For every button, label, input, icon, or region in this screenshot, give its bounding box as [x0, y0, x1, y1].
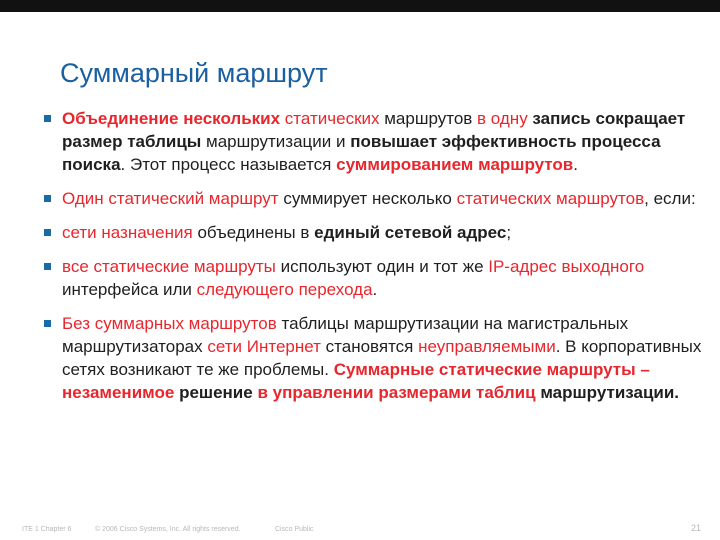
top-band	[0, 0, 720, 12]
footer-copyright: © 2006 Cisco Systems, Inc. All rights reserved.	[95, 526, 241, 533]
bullet-item	[42, 221, 702, 244]
bullet-text-segment: IP-адрес выходного	[488, 257, 645, 276]
bullet-item	[42, 312, 702, 404]
bullet-text-segment: сети назначения	[62, 223, 193, 242]
bullet-text-segment: в управлении размерами таблиц	[252, 383, 541, 402]
bullet-text-segment: маршрутизации.	[540, 383, 680, 402]
bullet-text-segment: Суммарные статические маршруты – незаменимое	[62, 360, 650, 402]
bullet-text-segment: сети Интернет	[207, 337, 321, 356]
bullet-list	[42, 107, 702, 415]
bullet-text-segment: единый сетевой адрес	[314, 223, 507, 242]
bullet-text-segment: используют один и тот же	[275, 257, 489, 276]
bullet-text-segment: в одну	[477, 109, 528, 128]
bullet-text-segment: Объединение нескольких	[62, 109, 285, 128]
bullet-item	[42, 187, 702, 210]
bullet-text-segment: решение	[179, 383, 253, 402]
bullet-text-segment: маршрутов	[379, 109, 478, 128]
page-number: 21	[690, 523, 701, 533]
bullet-text-segment: статических	[284, 109, 380, 128]
bullet-text-segment: все статические маршруты	[62, 257, 276, 276]
bullet-text-segment: суммирует несколько	[278, 189, 457, 208]
bullet-text-segment: маршрутизации и	[201, 132, 351, 151]
bullet-item	[42, 255, 702, 301]
footer-classification: Cisco Public	[275, 526, 314, 533]
bullet-text-segment: суммированием маршрутов	[336, 155, 574, 174]
bullet-text-segment: .	[573, 155, 578, 174]
bullet-text-segment: статических маршрутов	[456, 189, 645, 208]
bullet-text-segment: Один статический маршрут	[62, 189, 279, 208]
bullet-item	[42, 107, 702, 176]
slide-title: Суммарный маршрут	[60, 58, 328, 88]
square-bullet-icon	[44, 229, 51, 236]
bullet-text-segment: следующего перехода	[196, 280, 373, 299]
square-bullet-icon	[44, 195, 51, 202]
bullet-text-segment: .	[372, 280, 378, 299]
bullet-text-segment: повышает эффективность процесса поиска	[62, 132, 661, 174]
bullet-text-segment: интерфейса или	[62, 280, 197, 299]
bullet-text-segment: запись сокращает размер таблицы	[62, 109, 686, 151]
square-bullet-icon	[44, 320, 51, 327]
square-bullet-icon	[44, 263, 51, 270]
bullet-text-segment: таблицы маршрутизации на магистральных маршрутизаторах	[62, 314, 629, 356]
bullet-text-segment: становятся	[320, 337, 419, 356]
footer-chapter: ITE 1 Chapter 6	[22, 526, 72, 533]
bullet-text-segment: , если:	[644, 189, 696, 208]
bullet-text-segment: объединены в	[192, 223, 315, 242]
bullet-text-segment: . В корпоративных сетях возникают те же проблемы.	[62, 337, 702, 379]
bullet-text-segment: неуправляемыми	[418, 337, 556, 356]
bullet-text-segment: . Этот процесс называется	[120, 155, 337, 174]
square-bullet-icon	[44, 115, 51, 122]
bullet-text-segment: ;	[506, 223, 512, 242]
bullet-text-segment: Без суммарных маршрутов	[62, 314, 277, 333]
